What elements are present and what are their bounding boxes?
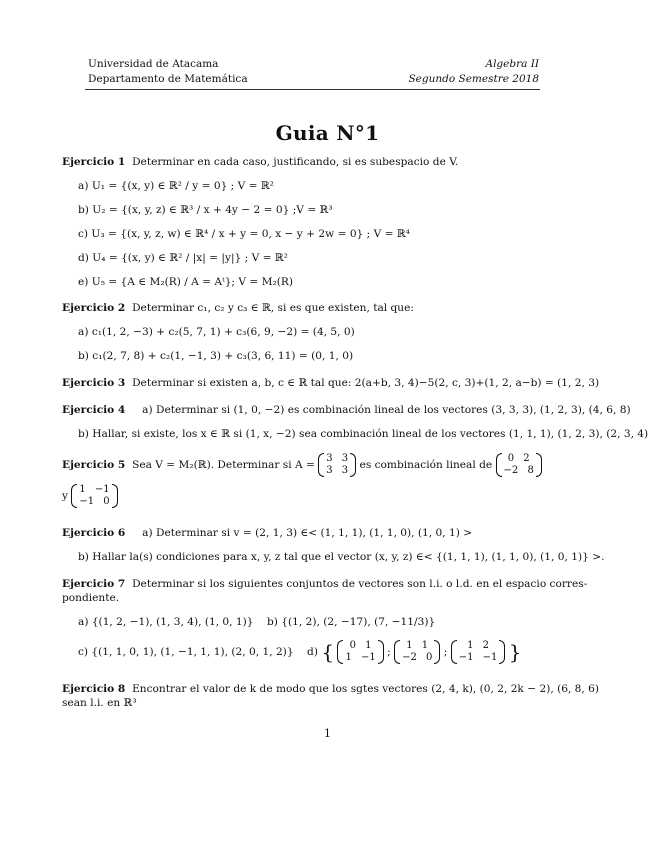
exercise-5 <box>62 453 542 477</box>
matrix-row: 0 2 <box>507 453 530 464</box>
exercise-7-item-d: d) <box>307 646 318 658</box>
conjunction: y <box>62 490 68 502</box>
exercise-label: Ejercicio 6 <box>62 527 126 539</box>
matrix-row: −2 8 <box>503 465 534 476</box>
matrix-row: 1 1 <box>406 640 429 651</box>
exercise-label: Ejercicio 2 <box>62 302 126 314</box>
exercise-5-cont <box>62 484 118 508</box>
university-name: Universidad de Atacama <box>88 58 219 70</box>
header-divider <box>85 89 540 90</box>
exercise-7-item-b: b) {(1, 2), (2, −17), (7, −11/3)} <box>267 616 436 628</box>
exercise-1-item-b: b) U₂ = {(x, y, z) ∈ ℝ³ / x + 4y − 2 = 0} ;V = ℝ³ <box>78 204 333 216</box>
matrix-row: 1 2 <box>467 640 489 651</box>
matrix-row: −1 0 <box>79 496 110 507</box>
course-name: Algebra II <box>485 58 539 70</box>
exercise-6 <box>62 526 472 540</box>
exercise-label: Ejercicio 8 <box>62 683 126 695</box>
page-title: Guia N°1 <box>275 121 380 145</box>
matrix-M3 <box>451 640 506 664</box>
exercise-text: Determinar si existen a, b, c ∈ ℝ tal que: 2(a+b, 3, 4)−5(2, c, 3)+(1, 2, a−b) = (1, 2, 3) <box>132 377 600 389</box>
exercise-1 <box>62 155 458 169</box>
exercise-text: Sea V = M₂(ℝ). Determinar si A = <box>132 459 315 471</box>
separator: ; <box>443 646 448 658</box>
matrix-B <box>496 453 542 477</box>
matrix-C <box>71 484 117 508</box>
matrix-row: 3 3 <box>326 453 349 464</box>
exercise-7-item-a: a) {(1, 2, −1), (1, 3, 4), (1, 0, 1)} <box>78 616 254 628</box>
exercise-8 <box>62 682 599 696</box>
exercise-7-items-ab <box>78 615 435 629</box>
header-row-2 <box>88 72 539 87</box>
exercise-1-item-e: e) U₅ = {A ∈ M₂(R) / A = Aᵗ}; V = M₂(R) <box>78 276 293 288</box>
semester: Segundo Semestre 2018 <box>408 73 539 85</box>
matrix-row: 1 −1 <box>79 484 110 495</box>
exercise-label: Ejercicio 7 <box>62 578 126 590</box>
exercise-2-item-b: b) c₁(2, 7, 8) + c₂(1, −1, 3) + c₃(3, 6, 11) = (0, 1, 0) <box>78 350 354 362</box>
exercise-text: es combinación lineal de <box>359 459 493 471</box>
page-number: 1 <box>324 727 331 740</box>
exercise-4-item-b: b) Hallar, si existe, los x ∈ ℝ si (1, x, −2) sea combinación lineal de los vectores (1, 1, 1), (1, 2, 3), (2, 3, 4) <box>78 428 649 440</box>
exercise-2 <box>62 301 414 315</box>
matrix-row: 1 −1 <box>345 652 376 663</box>
exercise-8-text-cont: sean l.i. en ℝ³ <box>62 697 137 709</box>
exercise-4-item-a: a) Determinar si (1, 0, −2) es combinación lineal de los vectores (3, 3, 3), (1, 2, 3), (4, 6, 8) <box>142 404 631 416</box>
exercise-1-item-d: d) U₄ = {(x, y) ∈ ℝ² / |x| = |y|} ; V = ℝ² <box>78 252 288 264</box>
open-brace: { <box>321 640 335 664</box>
exercise-7-text-cont: pondiente. <box>62 592 120 604</box>
exercise-3 <box>62 376 599 390</box>
exercise-text: Determinar si los siguientes conjuntos de vectores son l.i. o l.d. en el espacio corres- <box>132 578 588 590</box>
exercise-4 <box>62 403 631 417</box>
matrix-row: 3 3 <box>326 465 349 476</box>
exercise-text: Encontrar el valor de k de modo que los sgtes vectores (2, 4, k), (0, 2, 2k − 2), (6, 8, 6) <box>132 683 600 695</box>
matrix-row: 0 1 <box>349 640 372 651</box>
exercise-1-item-c: c) U₃ = {(x, y, z, w) ∈ ℝ⁴ / x + y = 0, x − y + 2w = 0} ; V = ℝ⁴ <box>78 228 410 240</box>
exercise-6-item-b: b) Hallar la(s) condiciones para x, y, z tal que el vector (x, y, z) ∈< {(1, 1, 1), (1, 1, 0), (1, 0, 1)} >. <box>78 551 605 563</box>
header-row-1 <box>88 57 539 72</box>
matrix-row: −1 −1 <box>458 652 498 663</box>
exercise-7-items-cd <box>78 640 521 664</box>
exercise-text: Determinar en cada caso, justificando, si es subespacio de V. <box>132 156 459 168</box>
matrix-M1 <box>337 640 383 664</box>
exercise-label: Ejercicio 4 <box>62 404 126 416</box>
exercise-label: Ejercicio 1 <box>62 156 126 168</box>
matrix-row: −2 0 <box>402 652 433 663</box>
exercise-1-item-a: a) U₁ = {(x, y) ∈ ℝ² / y = 0} ; V = ℝ² <box>78 180 274 192</box>
exercise-6-item-a: a) Determinar si v = (2, 1, 3) ∈< (1, 1, 1), (1, 1, 0), (1, 0, 1) > <box>142 527 473 539</box>
exercise-2-item-a: a) c₁(1, 2, −3) + c₂(5, 7, 1) + c₃(6, 9, −2) = (4, 5, 0) <box>78 326 355 338</box>
exercise-7-item-c: c) {(1, 1, 0, 1), (1, −1, 1, 1), (2, 0, 1, 2)} <box>78 646 294 658</box>
matrix-A <box>318 453 356 477</box>
separator: ; <box>387 646 391 658</box>
matrix-M2 <box>394 640 440 664</box>
exercise-7 <box>62 577 587 591</box>
exercise-label: Ejercicio 3 <box>62 377 126 389</box>
exercise-text: Determinar c₁, c₂ y c₃ ∈ ℝ, si es que existen, tal que: <box>132 302 414 314</box>
exercise-label: Ejercicio 5 <box>62 459 126 471</box>
close-brace: } <box>508 640 522 664</box>
department-name: Departamento de Matemática <box>88 73 248 85</box>
